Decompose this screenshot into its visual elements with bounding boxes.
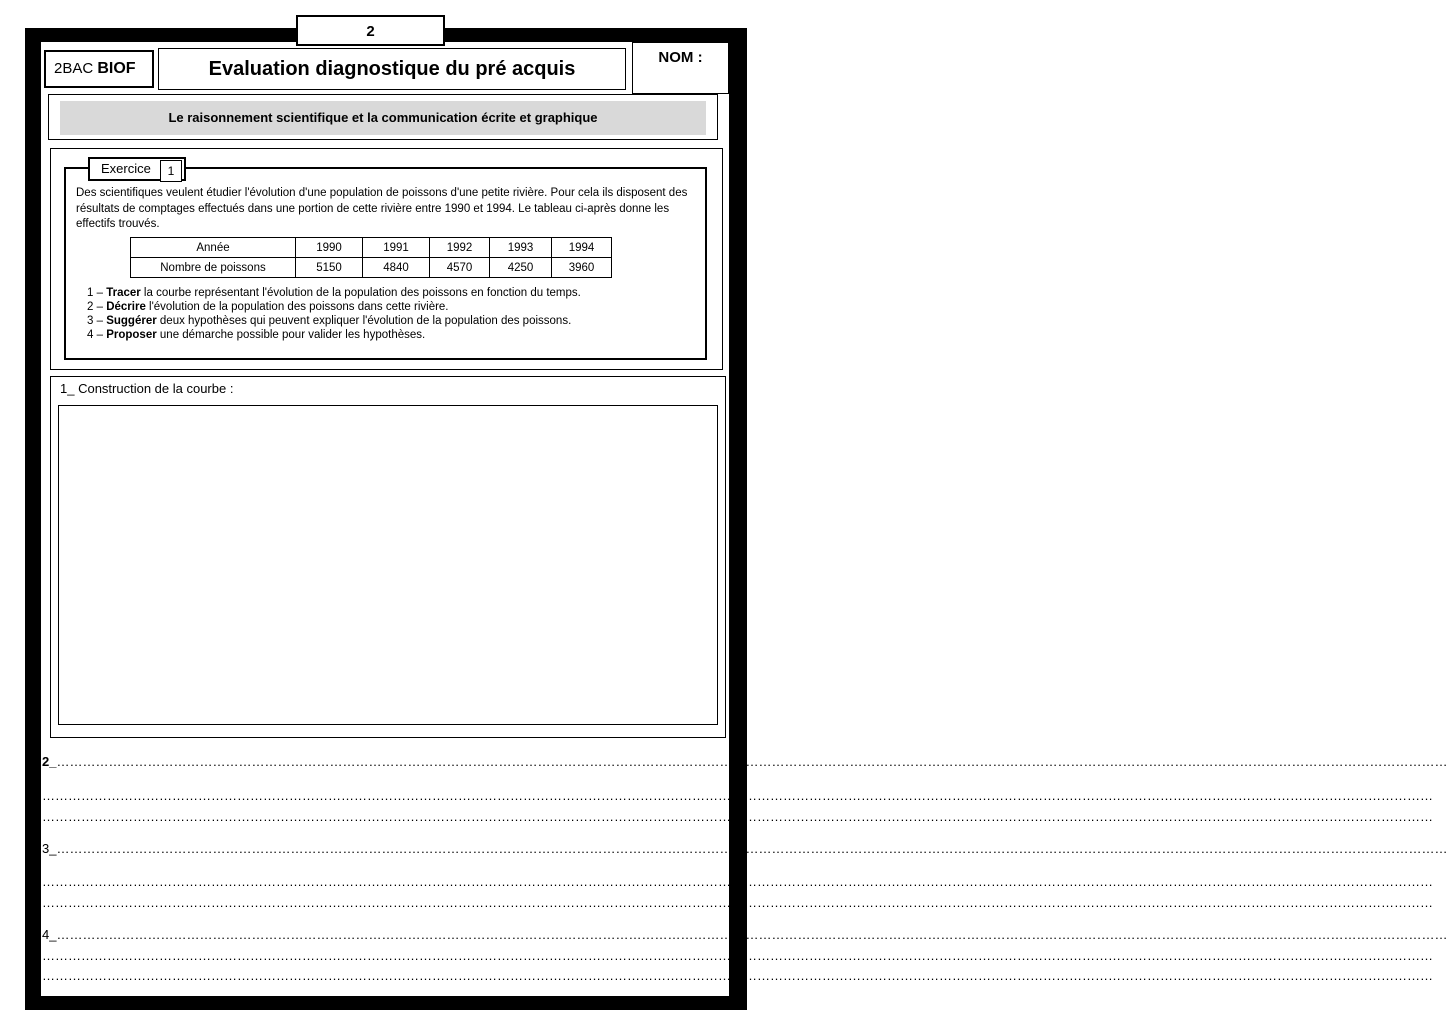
answer-label-4: 4_ — [42, 927, 57, 942]
exercise-label: Exercice — [88, 157, 186, 181]
table-cell: 1992 — [430, 238, 490, 258]
question-text: deux hypothèses qui peuvent expliquer l'évolution de la population des poissons. — [156, 315, 572, 327]
data-table — [130, 237, 612, 278]
question-verb: Suggérer — [106, 315, 157, 327]
question-number: 2 – — [87, 301, 103, 313]
table-cell: 3960 — [552, 258, 612, 278]
question-verb: Tracer — [106, 287, 141, 299]
answer-label-3: 3_ — [42, 841, 57, 856]
question-verb: Proposer — [106, 329, 157, 341]
dotted-line: …………………………………………………………………………………………………………………………………………………………………………………………………………………………………………………………………………………………… — [42, 968, 1433, 983]
exercise-number: 1 — [160, 160, 182, 182]
class-label — [44, 50, 154, 88]
dotted-line: …………………………………………………………………………………………………………………………………………………………………………………………………………………………………………………………………………………………… — [42, 895, 1433, 910]
table-header-count: Nombre de poissons — [131, 258, 296, 278]
dotted-line: …………………………………………………………………………………………………………………………………………………………………………………………………………………………………………………………………………………………… — [42, 948, 1433, 963]
answer-line[interactable] — [42, 948, 1433, 963]
exercise-intro: Des scientifiques veulent étudier l'évolution d'une population de poissons d'une petite rivière. Pour cela ils disposent des résultats de comptages effectués dans une portion de cette rivière entre 1990 et 1994. Le tableau ci-après donne les effectifs trouvés. — [76, 187, 688, 230]
table-row — [131, 238, 612, 258]
page-title: Evaluation diagnostique du pré acquis — [158, 48, 626, 90]
answer-label-2: 2_ — [42, 754, 57, 769]
graph-drawing-area[interactable] — [58, 405, 718, 725]
question-text: une démarche possible pour valider les hypothèses. — [156, 329, 426, 341]
question-verb: Décrire — [106, 301, 146, 313]
table-cell: 1994 — [552, 238, 612, 258]
dotted-line: …………………………………………………………………………………………………………………………………………………………………………………………………………………………………………………………………………………………… — [56, 927, 1447, 942]
answer-line[interactable] — [42, 927, 1447, 942]
table-header-year: Année — [131, 238, 296, 258]
answer-line[interactable] — [42, 788, 1433, 803]
question-number: 4 – — [87, 329, 103, 341]
dotted-line: …………………………………………………………………………………………………………………………………………………………………………………………………………………………………………………………………………………………… — [42, 809, 1433, 824]
answer-line[interactable] — [42, 895, 1433, 910]
name-field[interactable]: NOM : — [632, 42, 729, 94]
dotted-line: …………………………………………………………………………………………………………………………………………………………………………………………………………………………………………………………………………………………… — [42, 874, 1433, 889]
table-cell: 4570 — [430, 258, 490, 278]
dotted-line: …………………………………………………………………………………………………………………………………………………………………………………………………………………………………………………………………………………………… — [56, 841, 1447, 856]
question-number: 3 – — [87, 315, 103, 327]
graph-section-label: 1_ Construction de la courbe : — [60, 381, 234, 396]
table-cell: 1991 — [363, 238, 430, 258]
question-1 — [87, 287, 581, 299]
table-cell: 4840 — [363, 258, 430, 278]
class-level: 2BAC — [54, 60, 94, 77]
question-text: la courbe représentant l'évolution de la population des poissons en fonction du temps. — [140, 287, 581, 299]
question-text: l'évolution de la population des poissons dans cette rivière. — [145, 301, 449, 313]
answer-line[interactable] — [42, 968, 1433, 983]
answer-line[interactable] — [42, 809, 1433, 824]
question-3 — [87, 315, 571, 327]
dotted-line: …………………………………………………………………………………………………………………………………………………………………………………………………………………………………………………………………………………………… — [42, 788, 1433, 803]
table-cell: 5150 — [296, 258, 363, 278]
question-4 — [87, 329, 425, 341]
table-cell: 1990 — [296, 238, 363, 258]
answer-line[interactable] — [42, 841, 1447, 856]
page-number: 2 — [296, 15, 445, 46]
class-track: BIOF — [97, 60, 136, 77]
subtitle: Le raisonnement scientifique et la communication écrite et graphique — [60, 101, 706, 135]
answer-line[interactable] — [42, 874, 1433, 889]
question-number: 1 – — [87, 287, 103, 299]
question-2 — [87, 301, 449, 313]
dotted-line: …………………………………………………………………………………………………………………………………………………………………………………………………………………………………………………………………………………………… — [56, 754, 1447, 769]
table-cell: 4250 — [490, 258, 552, 278]
answer-line[interactable] — [42, 754, 1447, 769]
table-row — [131, 258, 612, 278]
subtitle-box — [48, 94, 718, 140]
table-cell: 1993 — [490, 238, 552, 258]
